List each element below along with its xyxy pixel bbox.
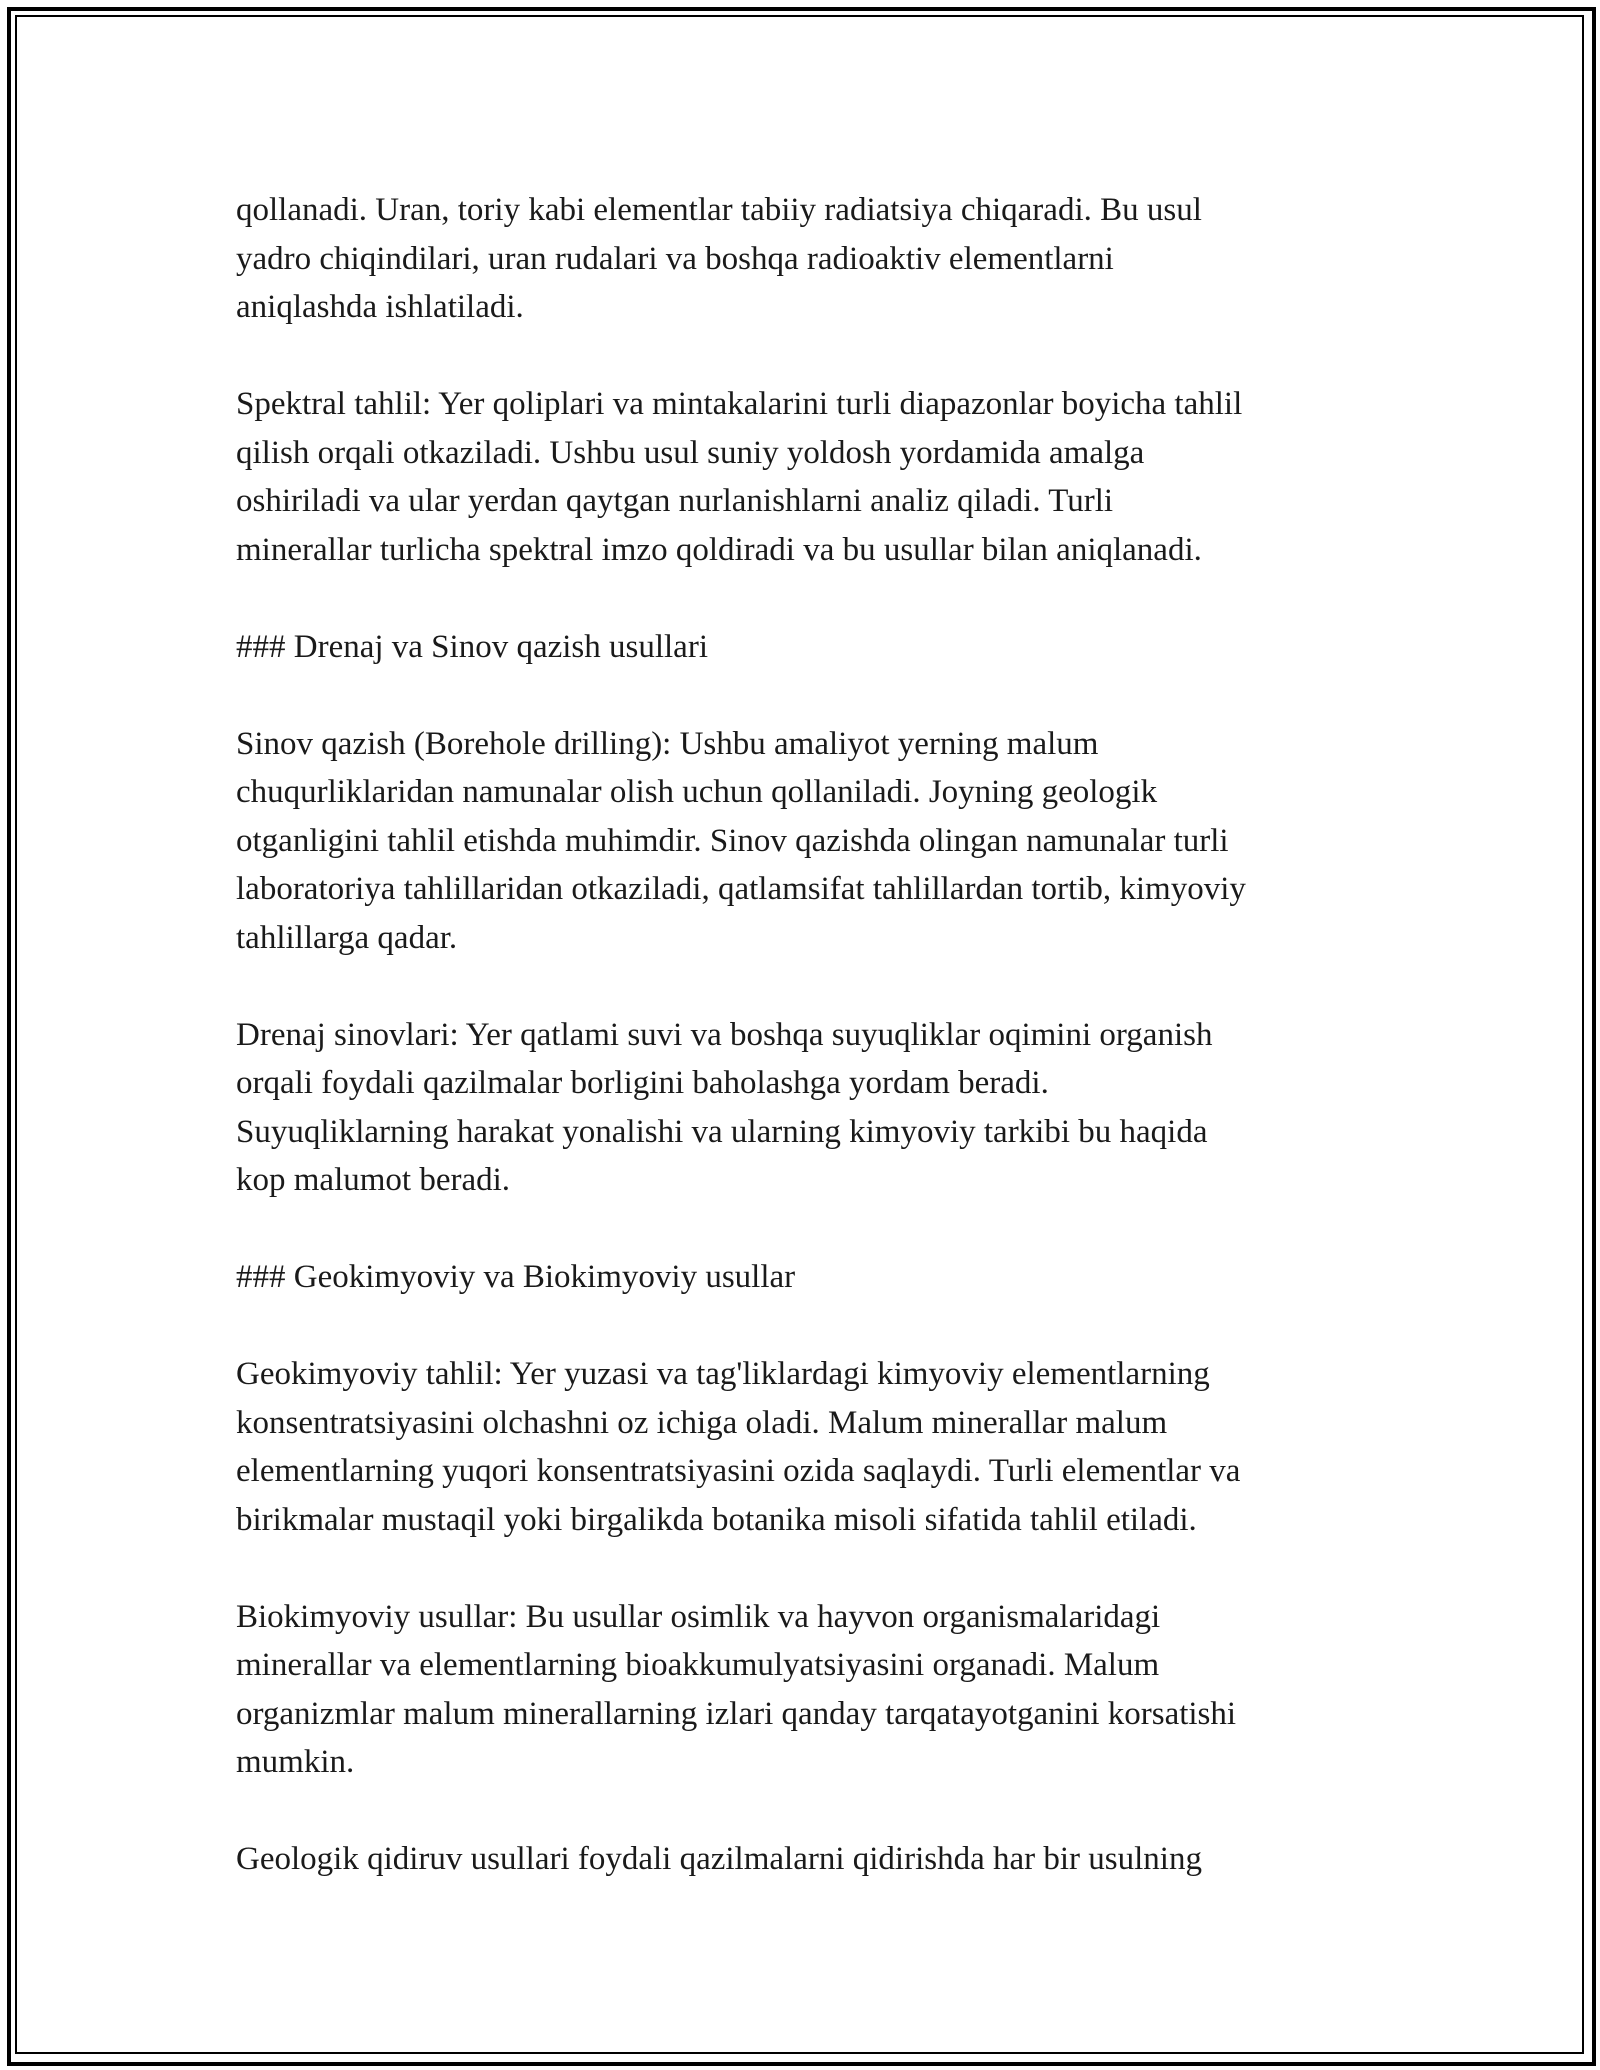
paragraph-radiometric-continuation xyxy=(236,186,1376,332)
text-line: kop malumot beradi. xyxy=(236,1162,511,1198)
text-line: chuqurliklaridan namunalar olish uchun qollaniladi. Joyning geologik xyxy=(236,774,1158,810)
text-line: Drenaj sinovlari: Yer qatlami suvi va boshqa suyuqliklar oqimini organish xyxy=(236,1016,1213,1053)
paragraph-biochemical-methods xyxy=(236,1593,1376,1787)
paragraph-spectral-analysis xyxy=(236,380,1376,574)
text-line: otganligini tahlil etishda muhimdir. Sinov qazishda olingan namunalar turli xyxy=(236,822,1229,859)
text-line: Suyuqliklarning harakat yonalishi va ularning kimyoviy tarkibi bu haqida xyxy=(236,1113,1208,1150)
text-line: tahlillarga qadar. xyxy=(236,919,458,956)
text-line: Sinov qazish (Borehole drilling): Ushbu amaliyot yerning malum xyxy=(236,725,1099,762)
text-line: Geologik qidiruv usullari foydali qazilmalarni qidirishda har bir usulning xyxy=(236,1841,1202,1877)
text-line: yadro chiqindilari, uran rudalari va boshqa radioaktiv elementlarni xyxy=(236,240,1114,277)
text-line: laboratoriya tahlillaridan otkaziladi, qatlamsifat tahlillardan tortib, kimyoviy xyxy=(236,871,1246,907)
text-line: Biokimyoviy usullar: Bu usullar osimlik va hayvon organismalaridagi xyxy=(236,1598,1161,1635)
text-line: minerallar va elementlarning bioakkumulyatsiyasini organadi. Malum xyxy=(236,1647,1160,1683)
text-line: konsentratsiyasini olchashni oz ichiga oladi. Malum minerallar malum xyxy=(236,1404,1168,1441)
text-line: mumkin. xyxy=(236,1744,355,1780)
paragraph-geochemical-analysis xyxy=(236,1350,1376,1544)
paragraph-conclusion xyxy=(236,1835,1376,1884)
text-line: qollanadi. Uran, toriy kabi elementlar tabiiy radiatsiya chiqaradi. Bu usul xyxy=(236,192,1202,228)
text-line: orqali foydali qazilmalar borligini baholashga yordam beradi. xyxy=(236,1065,1049,1101)
text-line: Spektral tahlil: Yer qoliplari va mintakalarini turli diapazonlar boyicha tahlil xyxy=(236,386,1243,422)
text-line: aniqlashda ishlatiladi. xyxy=(236,289,524,325)
heading-line: ### Geokimyoviy va Biokimyoviy usullar xyxy=(236,1259,796,1295)
text-line: birikmalar mustaqil yoki birgalikda botanika misoli sifatida tahlil etiladi. xyxy=(236,1501,1197,1538)
paragraph-drainage-tests xyxy=(236,1011,1376,1205)
section-heading-drainage xyxy=(236,623,1376,672)
text-line: elementlarning yuqori konsentratsiyasini ozida saqlaydi. Turli elementlar va xyxy=(236,1453,1241,1489)
text-line: minerallar turlicha spektral imzo qoldiradi va bu usullar bilan aniqlanadi. xyxy=(236,531,1202,568)
text-line: Geokimyoviy tahlil: Yer yuzasi va tag'liklardagi kimyoviy elementlarning xyxy=(236,1356,1210,1392)
heading-line: ### Drenaj va Sinov qazish usullari xyxy=(236,628,708,665)
text-line: oshiriladi va ular yerdan qaytgan nurlanishlarni analiz qiladi. Turli xyxy=(236,483,1114,519)
text-line: qilish orqali otkaziladi. Ushbu usul suniy yoldosh yordamida amalga xyxy=(236,434,1145,471)
paragraph-borehole-drilling xyxy=(236,720,1376,963)
section-heading-geochemical xyxy=(236,1253,1376,1302)
document-body xyxy=(236,186,1376,1932)
text-line: organizmlar malum minerallarning izlari qanday tarqatayotganini korsatishi xyxy=(236,1695,1237,1732)
